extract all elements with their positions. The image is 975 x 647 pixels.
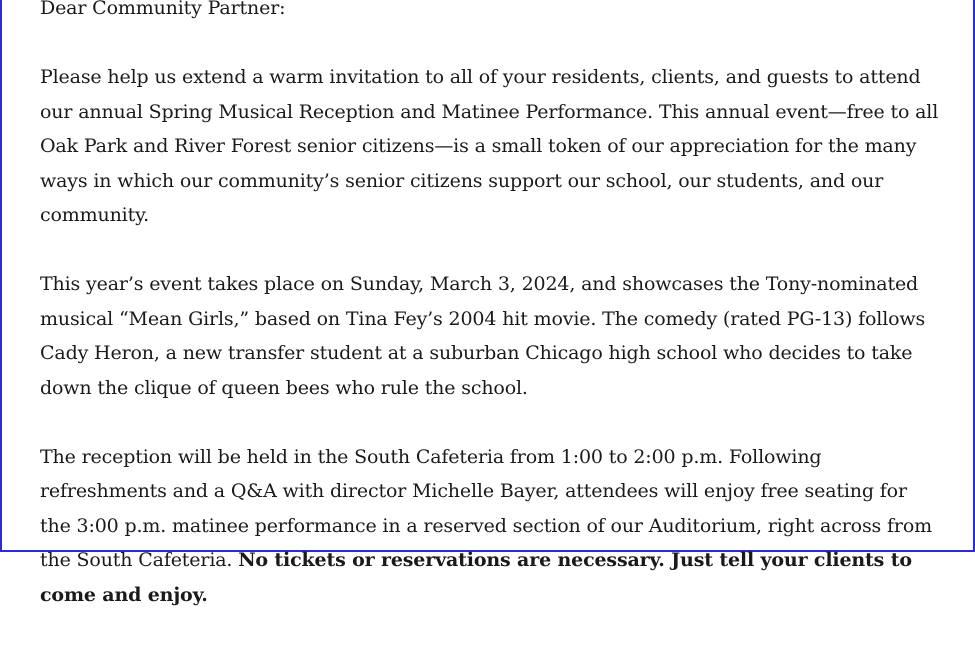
letter-body (40, 0, 940, 647)
no-tickets-notice: No tickets or reservations are necessary. Just tell your clients to come and enjoy. (40, 549, 912, 606)
paragraph-event-details: This year’s event takes place on Sunday, March 3, 2024, and showcases the Tony-nominated musical “Mean Girls,” based on Tina Fey’s 2004 hit movie. The comedy (rated PG-13) follows Cady Heron, a new transfer student at a suburban Chicago high school who decides to take down the clique of queen bees who rule the school. (40, 273, 926, 399)
paragraph-reception (40, 440, 940, 613)
paragraph-invitation: Please help us extend a warm invitation to all of your residents, clients, and guests to attend our annual Spring Musical Reception and Matinee Performance. This annual event—free to all Oak Park and River Forest senior citizens—is a small token of our appreciation for the many ways in which our community’s senior citizens support our school, our students, and our community. (40, 66, 939, 226)
reception-details: The reception will be held in the South Cafeteria from 1:00 to 2:00 p.m. Following refreshments and a Q&A with director Michelle Bayer, attendees will enjoy free seating for the 3:00 p.m. matinee performance in a reserved section of our Auditorium, right across from the South Cafeteria. (40, 445, 933, 571)
salutation: Dear Community Partner: (40, 0, 286, 19)
